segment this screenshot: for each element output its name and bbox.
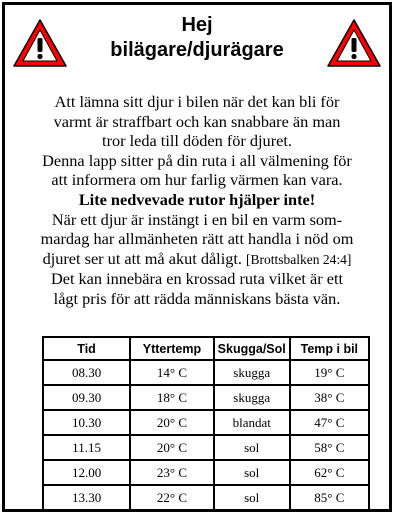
body-line: att informera om hur farlig värmen kan vara. <box>51 170 343 190</box>
table-cell: 47° C <box>290 410 369 435</box>
title-line-1: Hej <box>181 14 213 36</box>
table-cell: sol <box>214 460 290 485</box>
table-cell: 19° C <box>290 360 369 385</box>
table-cell: 14° C <box>130 360 214 385</box>
table-cell: sol <box>214 485 290 510</box>
table-row <box>43 410 369 435</box>
emphasis-line: Lite nedvevade rutor hjälper inte! <box>78 189 316 209</box>
table-cell: 18° C <box>130 385 214 410</box>
body-line: Denna lapp sitter på din ruta i all välmening för <box>42 150 352 170</box>
warning-icon <box>12 17 68 69</box>
table-cell: 10.30 <box>43 410 130 435</box>
title-line-2: bilägare/djurägare <box>110 39 284 61</box>
table-cell: 12.00 <box>43 460 130 485</box>
table-cell: skugga <box>214 360 290 385</box>
table-row <box>43 485 369 510</box>
table-cell: sol <box>214 435 290 460</box>
column-header: Tid <box>43 337 130 360</box>
table-cell: 23° C <box>130 460 214 485</box>
column-header: Temp i bil <box>290 337 369 360</box>
table-cell: 13.30 <box>43 485 130 510</box>
warning-notice <box>2 2 392 512</box>
table-cell: blandat <box>214 410 290 435</box>
body-line: tror leda till döden för djuret. <box>102 131 292 151</box>
body-text: djuret ser ut att må akut dåligt. <box>42 248 242 268</box>
table-cell: 11.15 <box>43 435 130 460</box>
body-line: Det kan innebära en krossad ruta vilket är ett <box>50 269 344 289</box>
body-line: Att lämna sitt djur i bilen när det kan bli för <box>54 92 340 111</box>
table-row <box>43 435 369 460</box>
law-reference: [Brottsbalken 24:4] <box>246 251 352 267</box>
body-line: lågt pris för att rädda människans bästa vän. <box>53 288 341 308</box>
body-line: mardag har allmänheten rätt att handla i nöd om <box>40 229 354 249</box>
table-cell: 38° C <box>290 385 369 410</box>
table-row <box>43 460 369 485</box>
table-header-row <box>43 337 369 360</box>
table-cell: 22° C <box>130 485 214 510</box>
body-line: varmt är straffbart och kan snabbare än man <box>53 111 341 131</box>
table-cell: skugga <box>214 385 290 410</box>
body-line-with-reference <box>17 249 377 270</box>
table-cell: 58° C <box>290 435 369 460</box>
notice-body <box>17 92 377 309</box>
table-cell: 62° C <box>290 460 369 485</box>
table-cell: 20° C <box>130 410 214 435</box>
column-header: Skugga/Sol <box>214 337 290 360</box>
temperature-table <box>42 336 370 511</box>
body-line: När ett djur är instängt i en bil en varm som- <box>51 209 343 229</box>
column-header: Yttertemp <box>130 337 214 360</box>
table-cell: 09.30 <box>43 385 130 410</box>
table-row <box>43 385 369 410</box>
page-title <box>75 13 319 63</box>
warning-icon <box>326 17 382 69</box>
table-cell: 08.30 <box>43 360 130 385</box>
table-cell: 20° C <box>130 435 214 460</box>
table-row <box>43 360 369 385</box>
table-cell: 85° C <box>290 485 369 510</box>
